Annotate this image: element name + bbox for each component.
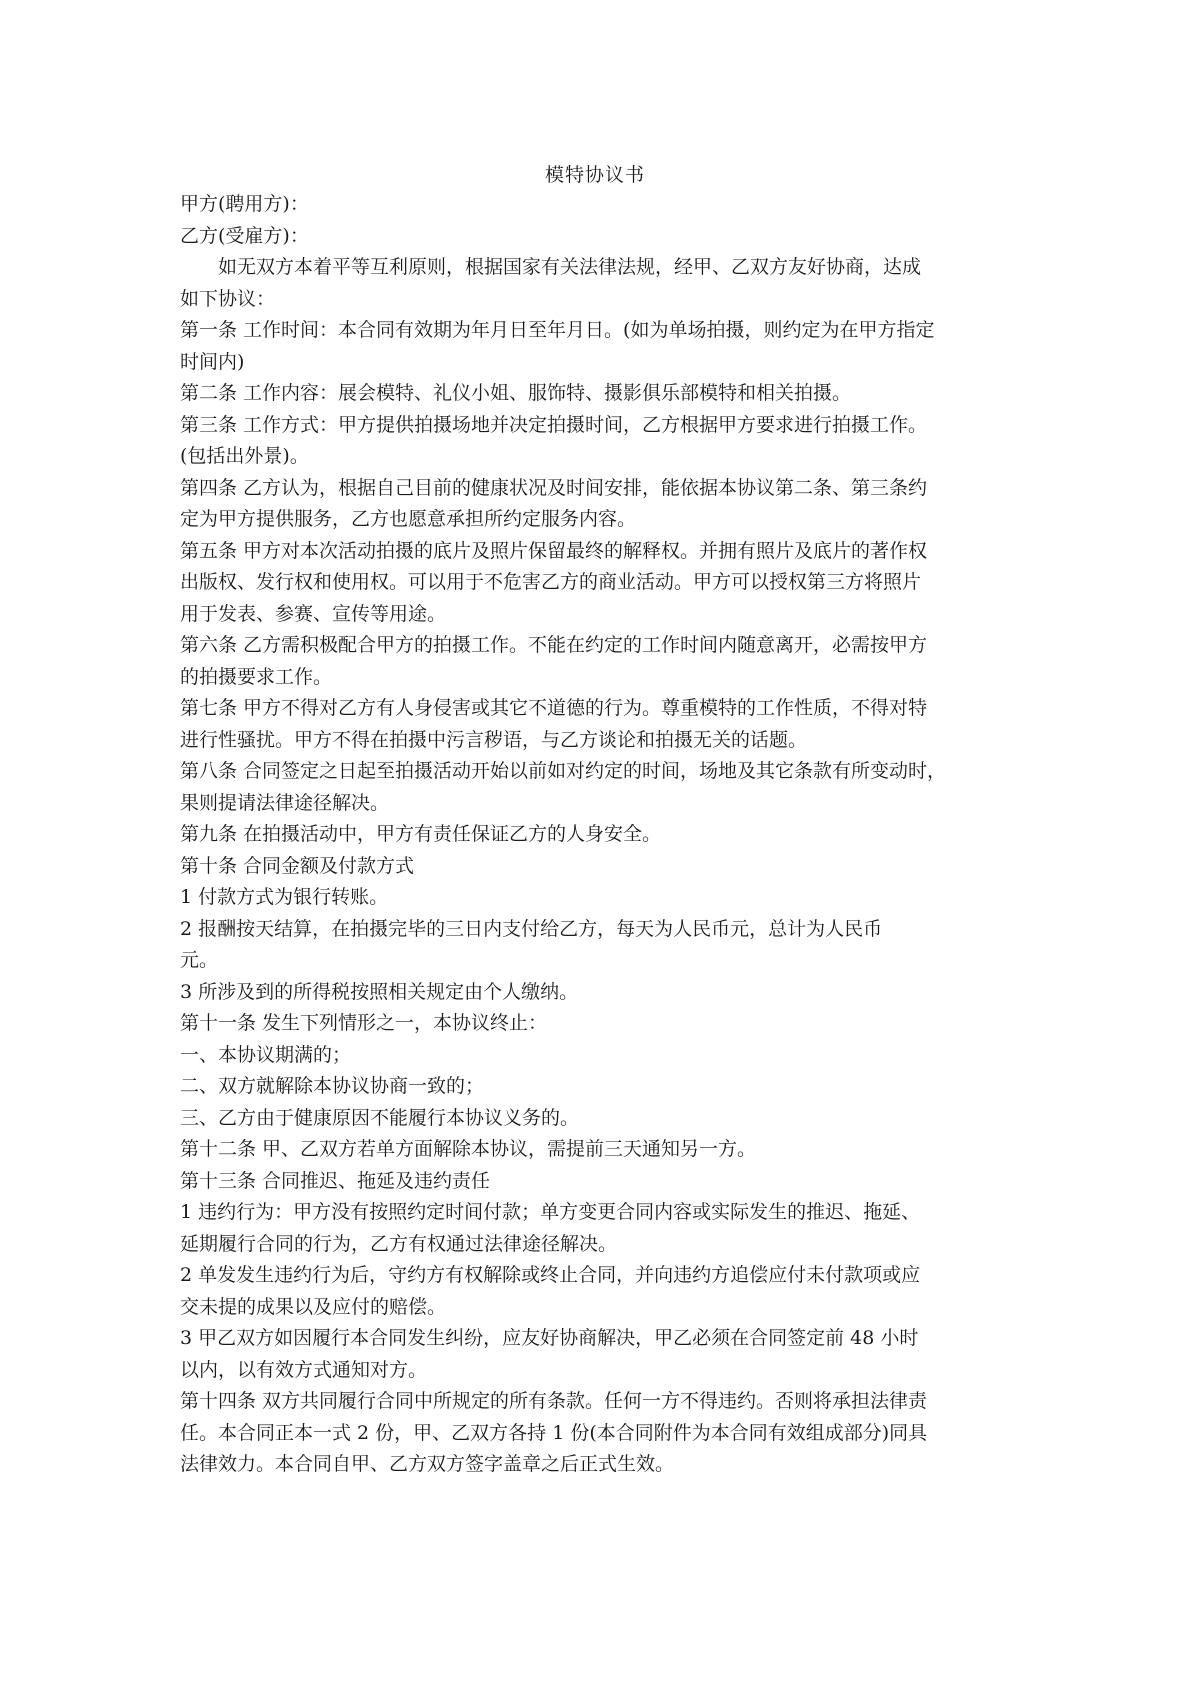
document-line: 如无双方本着平等互利原则，根据国家有关法律法规，经甲、乙双方友好协商，达成 [218, 256, 922, 278]
document-line: 1 违约行为：甲方没有按照约定时间付款；单方变更合同内容或实际发生的推迟、拖延、 [180, 1201, 921, 1223]
document-line: 第十三条 合同推迟、拖延及违约责任 [180, 1169, 491, 1192]
document-line: 任。本合同正本一式 2 份，甲、乙双方各持 1 份(本合同附件为本合同有效组成部分)同具 [180, 1421, 928, 1444]
document-line: 乙方(受雇方)： [180, 224, 309, 247]
document-line: 时间内) [180, 350, 245, 373]
document-line: 第八条 合同签定之日起至拍摄活动开始以前如对约定的时间，场地及其它条款有所变动时， [180, 760, 947, 782]
document-line: 进行性骚扰。甲方不得在拍摄中污言秽语，与乙方谈论和拍摄无关的话题。 [180, 728, 808, 751]
document-line: 第十二条 甲、乙双方若单方面解除本协议，需提前三天通知另一方。 [180, 1138, 757, 1160]
document-line: 以内，以有效方式通知对方。 [180, 1358, 428, 1381]
document-line: 的拍摄要求工作。 [180, 665, 333, 688]
document-line: 第二条 工作内容：展会模特、礼仪小姐、服饰特、摄影俱乐部模特和相关拍摄。 [180, 382, 852, 404]
document-line: 第三条 工作方式：甲方提供拍摄场地并决定拍摄时间，乙方根据甲方要求进行拍摄工作。 [180, 413, 928, 436]
document-line: 第十一条 发生下列情形之一，本协议终止： [180, 1012, 548, 1034]
document-line: 3 所涉及到的所得税按照相关规定由个人缴纳。 [180, 980, 579, 1003]
document-line: 第五条 甲方对本次活动拍摄的底片及照片保留最终的解释权。并拥有照片及底片的著作权 [180, 539, 928, 562]
document-line: 第十条 合同金额及付款方式 [180, 854, 415, 877]
document-line: 一、本协议期满的； [180, 1043, 352, 1066]
document-line: 1 付款方式为银行转账。 [180, 886, 389, 908]
document-line: 第一条 工作时间：本合同有效期为年月日至年月日。(如为单场拍摄，则约定为在甲方指定 [180, 319, 935, 341]
document-line: 如下协议： [180, 287, 276, 310]
document-line: 第四条 乙方认为，根据自己目前的健康状况及时间安排，能依据本协议第二条、第三条约 [180, 476, 928, 499]
document-line: 交未提的成果以及应付的赔偿。 [180, 1295, 447, 1318]
document-line: 第九条 在拍摄活动中，甲方有责任保证乙方的人身安全。 [180, 823, 662, 845]
document-line: 用于发表、参赛、宣传等用途。 [180, 602, 447, 625]
document-title: 模特协议书 [544, 164, 645, 186]
document-line: 甲方(聘用方)： [180, 193, 309, 215]
document-line: 第六条 乙方需积极配合甲方的拍摄工作。不能在约定的工作时间内随意离开，必需按甲方 [180, 634, 928, 656]
document-line: 第十四条 双方共同履行合同中所规定的所有条款。任何一方不得违约。否则将承担法律责 [180, 1390, 928, 1412]
document-line: 二、双方就解除本协议协商一致的； [180, 1075, 485, 1097]
document-line: 3 甲乙双方如因履行本合同发生纠纷，应友好协商解决，甲乙必须在合同签定前 48 小时 [180, 1327, 919, 1349]
document-line: 元。 [180, 949, 219, 971]
document-line: 第七条 甲方不得对乙方有人身侵害或其它不道德的行为。尊重模特的工作性质，不得对特 [180, 697, 928, 719]
document-line: 2 报酬按天结算，在拍摄完毕的三日内支付给乙方，每天为人民币元，总计为人民币 [180, 917, 883, 940]
document-line: 出版权、发行权和使用权。可以用于不危害乙方的商业活动。甲方可以授权第三方将照片 [180, 571, 922, 593]
document-line: 定为甲方提供服务，乙方也愿意承担所约定服务内容。 [180, 508, 637, 530]
document-line: 果则提请法律途径解决。 [180, 791, 390, 814]
document-body [180, 189, 1010, 1481]
document-line: (包括出外景)。 [180, 445, 309, 467]
document-line: 2 单发发生违约行为后，守约方有权解除或终止合同，并向违约方追偿应付未付款项或应 [180, 1264, 921, 1286]
document-line: 三、乙方由于健康原因不能履行本协议义务的。 [180, 1106, 580, 1129]
document-line: 法律效力。本合同自甲、乙方双方签字盖章之后正式生效。 [180, 1453, 675, 1475]
document-line: 延期履行合同的行为，乙方有权通过法律途径解决。 [180, 1232, 618, 1255]
